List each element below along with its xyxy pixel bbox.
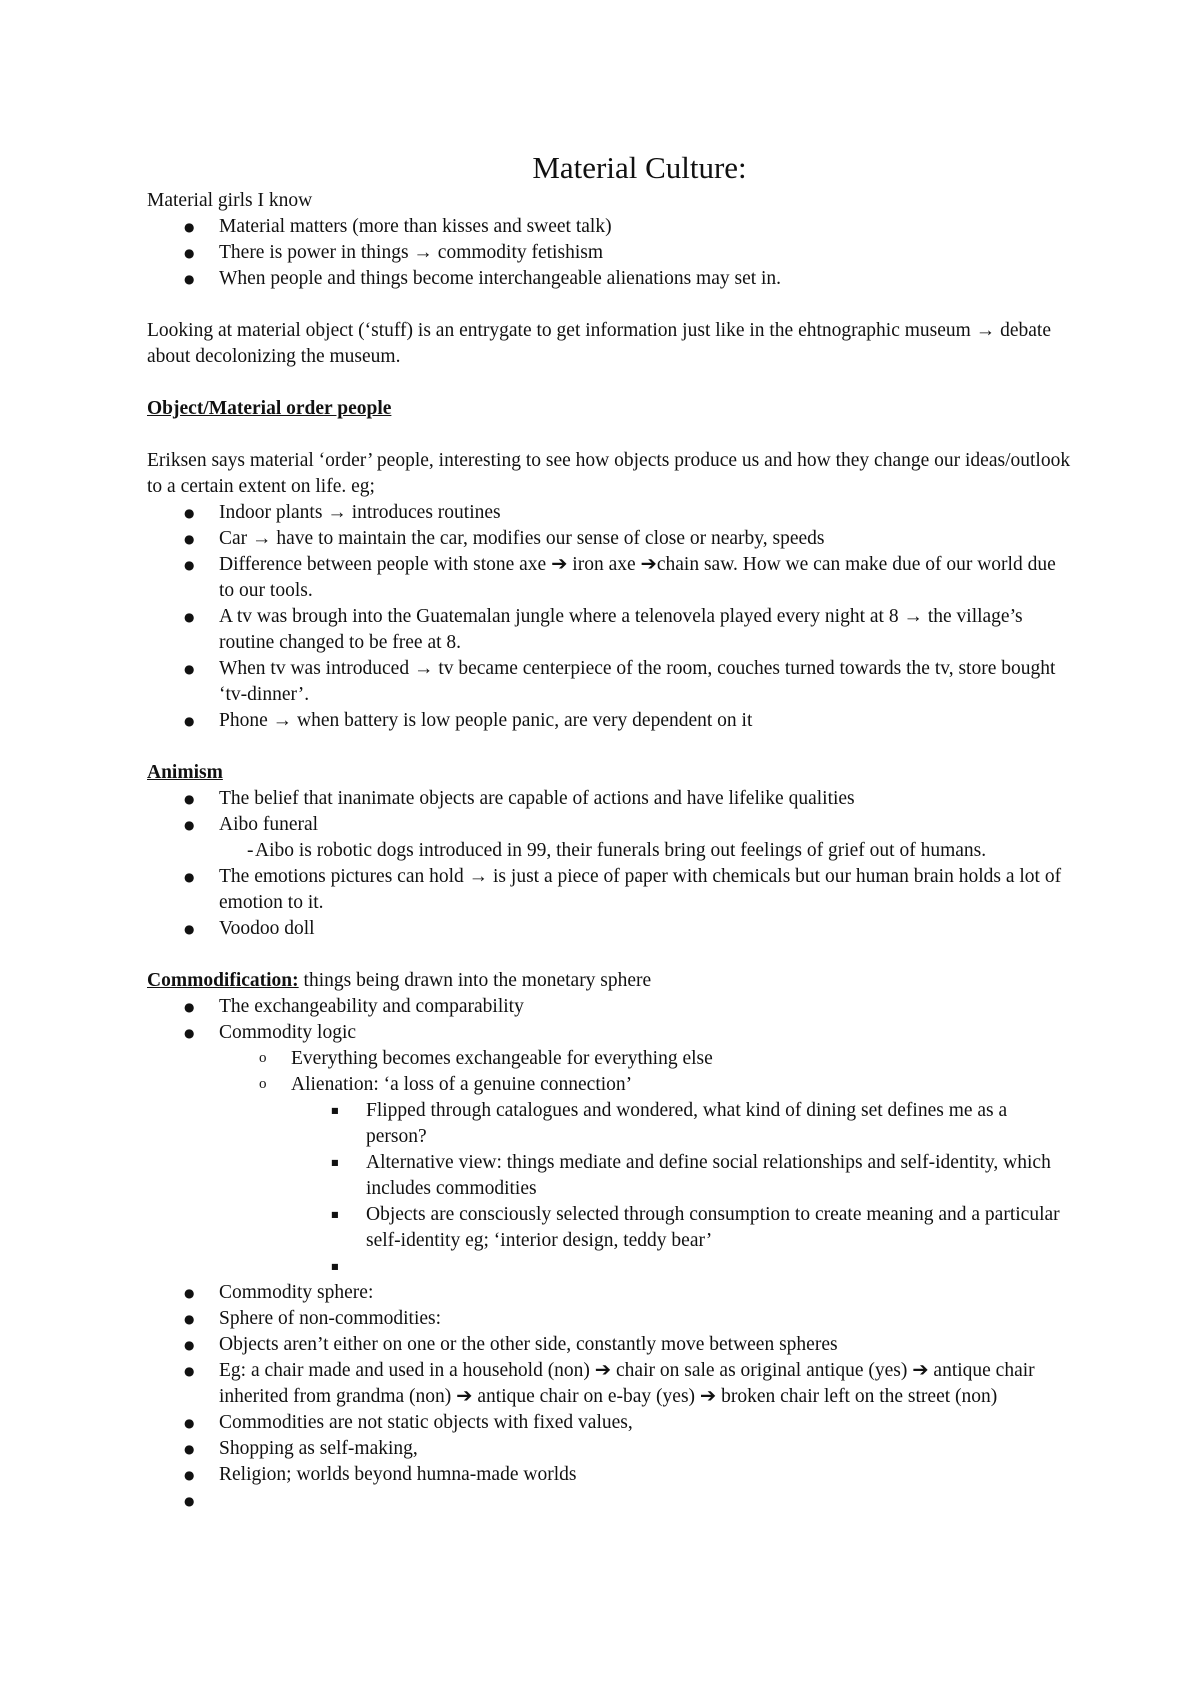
commodity-logic-sublist xyxy=(147,1046,1072,1098)
document-title: Material Culture: xyxy=(532,150,747,185)
commodification-line xyxy=(147,968,1072,994)
paragraph-museum: Looking at material object (‘stuff) is an entrygate to get information just like in the ehtnographic museum → debate about decolonizing the museum. xyxy=(147,320,1051,367)
intro-lead: Material girls I know xyxy=(147,190,313,211)
document-body xyxy=(147,148,1072,1514)
list-item: ■ Objects are consciously selected through consumption to create meaning and a particular self-identity eg; ‘interior design, teddy bear’ xyxy=(147,1202,1072,1254)
list-item: ● Commodity sphere: xyxy=(147,1280,1072,1306)
list-item: ■ Alternative view: things mediate and define social relationships and self-identity, which includes commodities xyxy=(147,1150,1072,1202)
list-item: ● Difference between people with stone axe ➔ iron axe ➔chain saw. How we can make due of our world due to our tools. xyxy=(147,552,1072,604)
list-item: ■ Flipped through catalogues and wondered, what kind of dining set defines me as a person? xyxy=(147,1098,1072,1150)
section-heading-object-order: Object/Material order people xyxy=(147,398,392,419)
spacer xyxy=(147,370,1072,396)
intro-bullet-list xyxy=(147,214,1072,292)
list-item: ● Sphere of non-commodities: xyxy=(147,1306,1072,1332)
list-item: ● Car → have to maintain the car, modifies our sense of close or nearby, speeds xyxy=(147,526,1072,552)
animism-bullet-list-continued xyxy=(147,864,1072,942)
list-item: ● Voodoo doll xyxy=(147,916,1072,942)
spacer xyxy=(147,422,1072,448)
list-item: ● Shopping as self-making, xyxy=(147,1436,1072,1462)
commodification-bullet-list xyxy=(147,994,1072,1046)
list-item: ● When tv was introduced → tv became centerpiece of the room, couches turned towards the tv, store bought ‘tv-dinner’. xyxy=(147,656,1072,708)
list-item-empty xyxy=(147,1254,1072,1280)
list-item: ● A tv was brough into the Guatemalan jungle where a telenovela played every night at 8 → the village’s routine changed to be free at 8. xyxy=(147,604,1072,656)
list-item: ● Commodity logic xyxy=(147,1020,1072,1046)
section-heading-animism: Animism xyxy=(147,762,223,783)
spacer xyxy=(147,734,1072,760)
list-item: ● Indoor plants → introduces routines xyxy=(147,500,1072,526)
list-item-empty xyxy=(147,1488,1072,1514)
list-item: ● The belief that inanimate objects are capable of actions and have lifelike qualities xyxy=(147,786,1072,812)
animism-bullet-list xyxy=(147,786,1072,838)
object-order-bullet-list xyxy=(147,500,1072,734)
list-item: ● When people and things become interchangeable alienations may set in. xyxy=(147,266,1072,292)
list-item: ● Material matters (more than kisses and sweet talk) xyxy=(147,214,1072,240)
paragraph-eriksen: Eriksen says material ‘order’ people, interesting to see how objects produce us and how they change our ideas/outlook to a certain extent on life. eg; xyxy=(147,450,1071,497)
commodification-bullet-list-continued xyxy=(147,1280,1072,1514)
list-item: ● There is power in things → commodity fetishism xyxy=(147,240,1072,266)
list-item: ● Objects aren’t either on one or the other side, constantly move between spheres xyxy=(147,1332,1072,1358)
list-item: o Alienation: ‘a loss of a genuine connection’ xyxy=(147,1072,1072,1098)
list-item: ● Phone → when battery is low people panic, are very dependent on it xyxy=(147,708,1072,734)
section-heading-commodification: Commodification: xyxy=(147,970,299,991)
list-item: ● Aibo funeral xyxy=(147,812,1072,838)
list-item: ● Eg: a chair made and used in a household (non) ➔ chair on sale as original antique (yes) ➔ antique chair inherited from grandma (non) ➔ antique chair on e-bay (yes) ➔ broken chair left on the street (non) xyxy=(147,1358,1072,1410)
list-item: ● The emotions pictures can hold → is just a piece of paper with chemicals but our human brain holds a lot of emotion to it. xyxy=(147,864,1072,916)
animism-dash-list xyxy=(147,838,1072,864)
spacer xyxy=(147,942,1072,968)
list-item: o Everything becomes exchangeable for everything else xyxy=(147,1046,1072,1072)
spacer xyxy=(147,292,1072,318)
list-item: - Aibo is robotic dogs introduced in 99, their funerals bring out feelings of grief out of humans. xyxy=(147,838,1072,864)
commodification-definition: things being drawn into the monetary sphere xyxy=(298,970,652,991)
list-item: ● Commodities are not static objects with fixed values, xyxy=(147,1410,1072,1436)
alienation-sublist xyxy=(147,1098,1072,1280)
list-item: ● Religion; worlds beyond humna-made worlds xyxy=(147,1462,1072,1488)
list-item: ● The exchangeability and comparability xyxy=(147,994,1072,1020)
